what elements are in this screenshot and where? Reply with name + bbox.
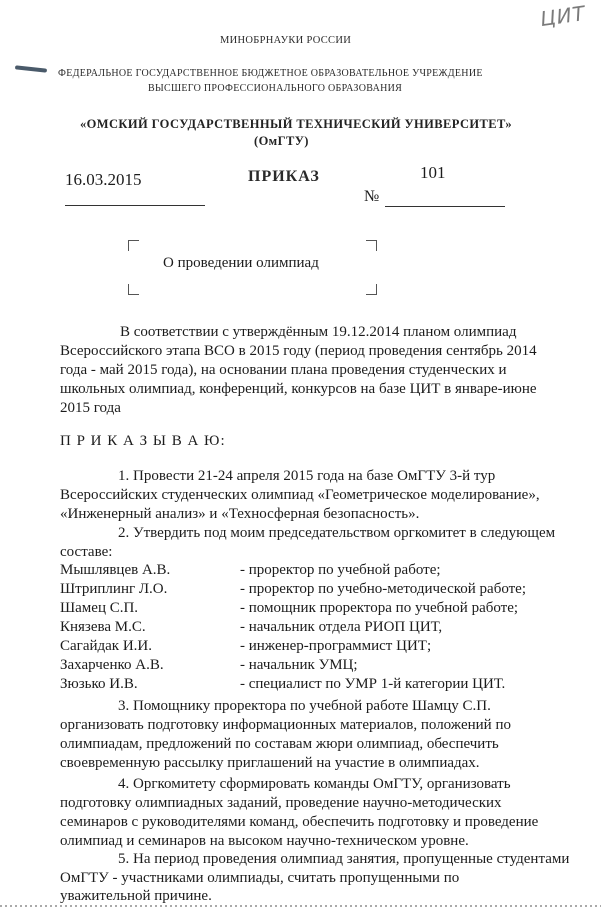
institution-line-2: ВЫСШЕГО ПРОФЕССИОНАЛЬНОГО ОБРАЗОВАНИЯ <box>148 83 403 94</box>
number-sign: № <box>364 188 380 205</box>
item-5-line: ОмГТУ - участниками олимпиады, считать пропущенными по <box>60 870 460 886</box>
order-title: ПРИКАЗ <box>248 168 320 185</box>
university-abbr: (ОмГТУ) <box>254 134 309 148</box>
item-5-line: 5. На период проведения олимпиад занятия, пропущенные студентами <box>118 851 570 867</box>
page-edge-dots <box>0 905 601 907</box>
item-2-line: 2. Утвердить под моим председательством оргкомитет в следующем <box>118 525 556 541</box>
bracket-top-left <box>128 240 139 251</box>
committee-role: - проректор по учебно-методической работе; <box>240 581 527 597</box>
item-1-line: «Инженерный анализ» и «Техносферная безопасность». <box>60 506 420 522</box>
committee-name: Мышлявцев А.В. <box>60 562 171 578</box>
committee-name: Князева М.С. <box>60 619 146 635</box>
ministry-label: МИНОБРНАУКИ РОССИИ <box>220 35 352 46</box>
bracket-bottom-left <box>128 284 139 295</box>
handwritten-note: ЦИТ <box>538 0 588 32</box>
item-3-line: организовать подготовку информационных материалов, положений по <box>60 717 511 733</box>
preamble-line: В соответствии с утверждённым 19.12.2014 планом олимпиад <box>120 324 517 340</box>
committee-row <box>60 581 580 600</box>
institution-line-1: ФЕДЕРАЛЬНОЕ ГОСУДАРСТВЕННОЕ БЮДЖЕТНОЕ ОБРАЗОВАТЕЛЬНОЕ УЧРЕЖДЕНИЕ <box>58 68 483 79</box>
committee-role: - начальник отдела РИОП ЦИТ, <box>240 619 443 635</box>
committee-name: Шамец С.П. <box>60 600 139 616</box>
order-directive: П Р И К А З Ы В А Ю: <box>60 433 226 449</box>
committee-name: Зюзько И.В. <box>60 676 138 692</box>
committee-row <box>60 657 580 676</box>
item-3-line: своевременную рассылку приглашений на участие в олимпиадах. <box>60 755 480 771</box>
item-1-line: 1. Провести 21-24 апреля 2015 года на базе ОмГТУ 3-й тур <box>118 468 496 484</box>
bracket-top-right <box>366 240 377 251</box>
committee-name: Штриплинг Л.О. <box>60 581 168 597</box>
committee-row <box>60 562 580 581</box>
preamble-line: Всероссийского этапа ВСО в 2015 году (период проведения сентябрь 2014 <box>60 343 537 359</box>
item-4-line: семинаров с руководителями команд, обеспечить подготовку и проведение <box>60 814 539 830</box>
item-1-line: Всероссийских студенческих олимпиад «Геометрическое моделирование», <box>60 487 540 503</box>
committee-role: - инженер-программист ЦИТ; <box>240 638 432 654</box>
committee-row <box>60 600 580 619</box>
item-4-line: 4. Оргкомитету сформировать команды ОмГТУ, организовать <box>118 776 511 792</box>
bracket-bottom-right <box>366 284 377 295</box>
committee-name: Захарченко А.В. <box>60 657 164 673</box>
item-2-line: составе: <box>60 544 113 560</box>
committee-role: - помощник проректора по учебной работе; <box>240 600 519 616</box>
date-underline <box>65 205 205 206</box>
committee-row <box>60 619 580 638</box>
item-5-line: уважительной причине. <box>60 888 212 904</box>
preamble-line: 2015 года <box>60 400 121 416</box>
item-3-line: олимпиадам, предложений по составам жюри олимпиад, обеспечить <box>60 736 499 752</box>
committee-role: - начальник УМЦ; <box>240 657 358 673</box>
item-4-line: подготовку олимпиадных заданий, проведение научно-методических <box>60 795 502 811</box>
order-number: 101 <box>420 163 446 182</box>
committee-row <box>60 638 580 657</box>
university-name: «ОМСКИЙ ГОСУДАРСТВЕННЫЙ ТЕХНИЧЕСКИЙ УНИВЕРСИТЕТ» <box>80 117 513 131</box>
committee-row <box>60 676 580 695</box>
number-underline <box>385 206 505 207</box>
preamble-line: школьных олимпиад, конференций, конкурсов на базе ЦИТ в январе-июне <box>60 381 537 397</box>
committee-role: - специалист по УМР 1-й категории ЦИТ. <box>240 676 506 692</box>
item-4-line: олимпиад и семинаров на высоком научно-техническом уровне. <box>60 833 469 849</box>
committee-name: Сагайдак И.И. <box>60 638 152 654</box>
scan-mark <box>15 65 47 72</box>
item-3-line: 3. Помощнику проректора по учебной работе Шамцу С.П. <box>118 698 491 714</box>
preamble-line: года - май 2015 года), на основании плана проведения студенческих и <box>60 362 507 378</box>
committee-role: - проректор по учебной работе; <box>240 562 441 578</box>
order-date: 16.03.2015 <box>65 170 142 189</box>
order-subject: О проведении олимпиад <box>163 255 319 271</box>
